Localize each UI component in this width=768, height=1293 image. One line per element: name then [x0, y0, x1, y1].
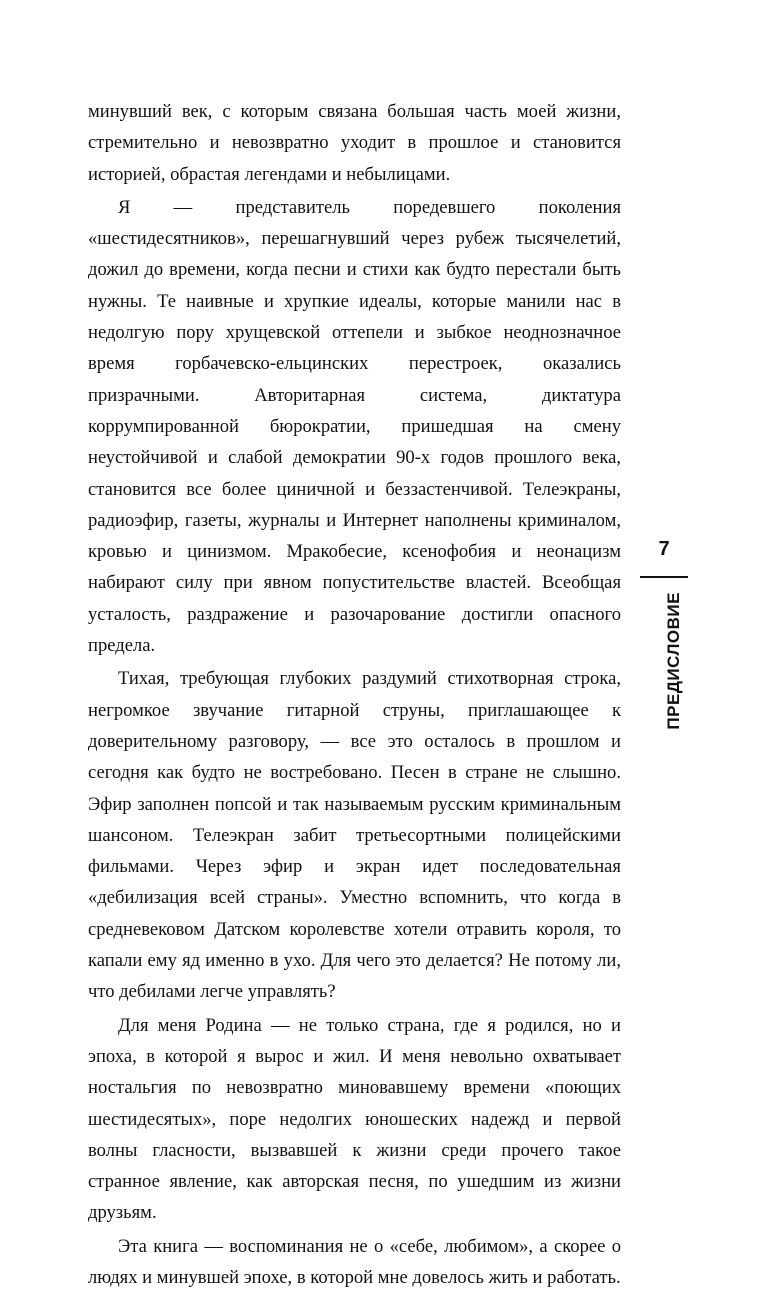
paragraph: Для меня Родина — не только страна, где я родился, но и эпоха, в которой я вырос и жил. И меня невольно охватывает ностальгия по невозвратно миновавшему времени «поющих шестидесятых», поре недолгих юношеских надежд и первой волны гласности, вызвавшей к жизни среди прочего такое странное явление, как авторская песня, по ушедшим из жизни друзьям.	[88, 1014, 621, 1224]
body-text	[88, 96, 621, 1293]
page-sidebar	[640, 536, 688, 736]
page-number: 7	[658, 538, 670, 560]
paragraph: Эта книга — воспоминания не о «себе, любимом», а скорее о людях и минувшей эпохе, в которой мне довелось жить и работать.	[88, 1235, 621, 1288]
paragraph: Я — представитель поредевшего поколения «шестидесятников», перешагнувший через рубеж тысячелетий, дожил до времени, когда песни и стихи как будто перестали быть нужны. Те наивные и хрупкие идеалы, которые манили нас в недолгую пору хрущевской оттепели и зыбкое неоднозначное время горбачевско-ельцинских перестроек, оказались призрачными. Авторитарная система, диктатура коррумпированной бюрократии, пришедшая на смену неустойчивой и слабой демократии 90-х годов прошлого века, становится все более циничной и беззастенчивой. Телеэкраны, радиоэфир, газеты, журналы и Интернет наполнены криминалом, кровью и цинизмом. Мракобесие, ксенофобия и неонацизм набирают силу при явном попустительстве властей. Всеобщая усталость, раздражение и разочарование достигли опасного предела.	[88, 196, 621, 657]
divider	[640, 576, 688, 578]
paragraph: Тихая, требующая глубоких раздумий стихотворная строка, негромкое звучание гитарной струны, приглашающее к доверительному разговору, — все это осталось в прошлом и сегодня как будто не востребовано. Песен в стране не слышно. Эфир заполнен попсой и так называемым русским криминальным шансоном. Телеэкран забит третьесортными полицейскими фильмами. Через эфир и экран идет последовательная «дебилизация всей страны». Уместно вспомнить, что когда в средневековом Датском королевстве хотели отравить короля, то капали ему яд именно в ухо. Для чего это делается? Не потому ли, что дебилами легче управлять?	[88, 668, 621, 1003]
section-title: ПРЕДИСЛОВИЕ	[664, 592, 683, 730]
paragraph: минувший век, с которым связана большая часть моей жизни, стремительно и невозвратно уходит в прошлое и становится историей, обрастая легендами и небылицами.	[88, 101, 621, 185]
